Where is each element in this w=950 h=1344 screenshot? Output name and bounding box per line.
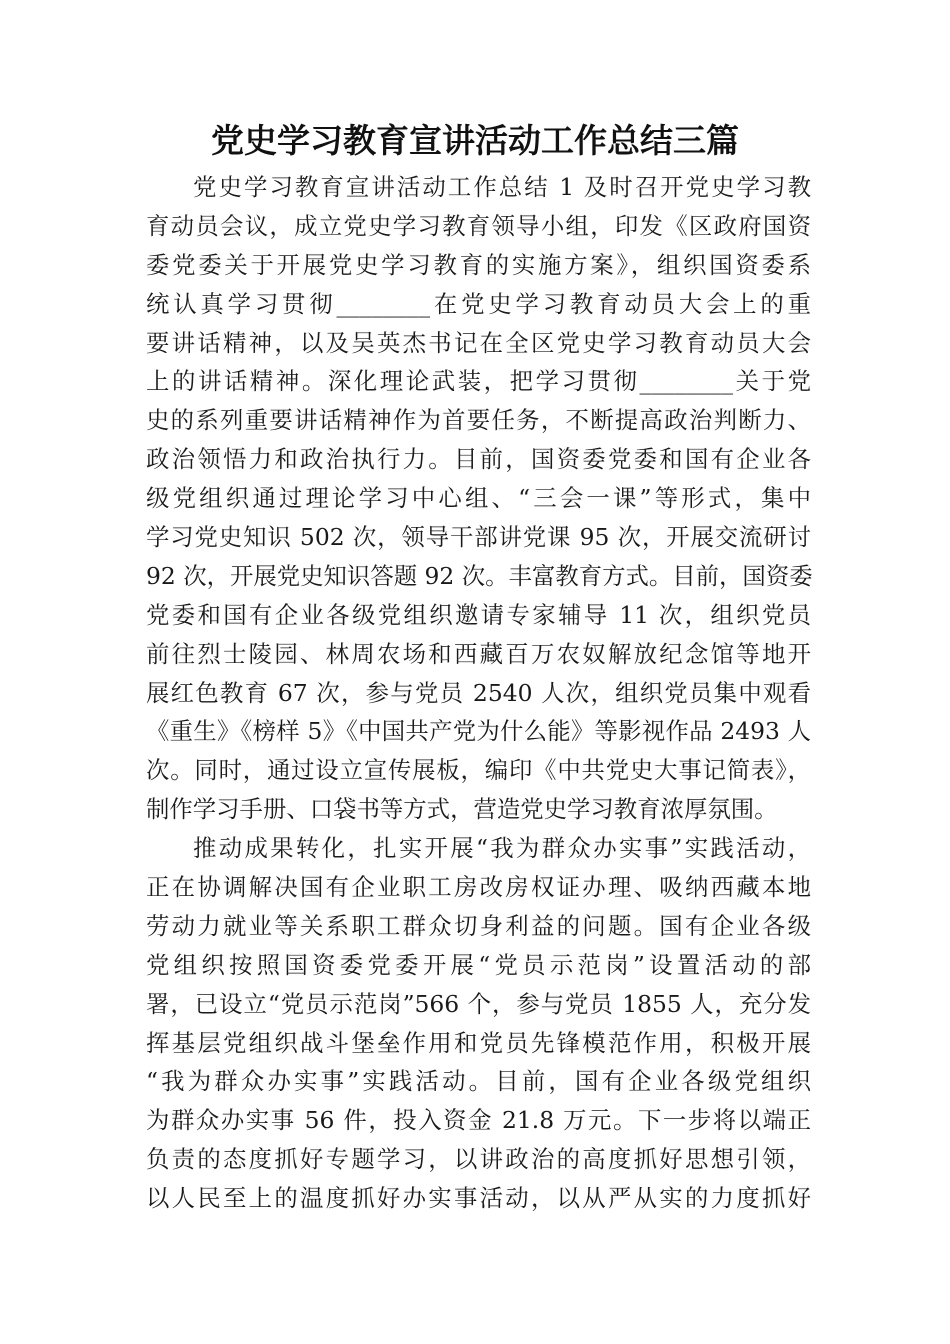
text-line: 党组织按照国资委党委开展“党员示范岗”设置活动的部 — [146, 950, 811, 979]
text-line: 正在协调解决国有企业职工房改房权证办理、吸纳西藏本地 — [146, 873, 811, 902]
text-line: 党史学习教育宣讲活动工作总结 1 及时召开党史学习教 — [193, 173, 811, 201]
text-line: 推动成果转化，扎实开展“我为群众办实事”实践活动， — [193, 834, 811, 863]
document-title: 党史学习教育宣讲活动工作总结三篇 — [211, 121, 739, 160]
text-line: 劳动力就业等关系职工群众切身利益的问题。国有企业各级 — [146, 911, 811, 940]
text-line: 育动员会议，成立党史学习教育领导小组，印发《区政府国资 — [146, 211, 811, 240]
text-line: 挥基层党组织战斗堡垒作用和党员先锋模范作用，积极开展 — [146, 1028, 811, 1057]
paragraph-2 — [146, 829, 811, 1218]
text-line: 《重生》《榜样 5》《中国共产党为什么能》等影视作品 2493 人 — [146, 717, 811, 746]
text-line: 展红色教育 67 次，参与党员 2540 人次，组织党员集中观看 — [146, 678, 811, 707]
text-line: 委党委关于开展党史学习教育的实施方案》，组织国资委系 — [146, 250, 811, 279]
text-line: 负责的态度抓好专题学习，以讲政治的高度抓好思想引领， — [146, 1145, 811, 1174]
text-line: 署，已设立“党员示范岗”566 个，参与党员 1855 人，充分发 — [146, 989, 811, 1018]
text-line: “我为群众办实事”实践活动。目前，国有企业各级党组织 — [146, 1067, 811, 1096]
document-body — [146, 168, 811, 1218]
text-line: 上的讲话精神。深化理论武装，把学习贯彻________关于党 — [146, 367, 811, 396]
text-line: 为群众办实事 56 件，投入资金 21.8 万元。下一步将以端正 — [146, 1106, 811, 1135]
text-line: 学习党史知识 502 次，领导干部讲党课 95 次，开展交流研讨 — [146, 523, 811, 552]
text-line: 92 次，开展党史知识答题 92 次。丰富教育方式。目前，国资委 — [146, 561, 813, 590]
text-line: 政治领悟力和政治执行力。目前，国资委党委和国有企业各 — [146, 445, 811, 474]
paragraph-1 — [146, 168, 811, 829]
text-line: 前往烈士陵园、林周农场和西藏百万农奴解放纪念馆等地开 — [146, 639, 811, 668]
text-line: 统认真学习贯彻________在党史学习教育动员大会上的重 — [146, 289, 811, 318]
text-line: 以人民至上的温度抓好办实事活动，以从严从实的力度抓好 — [146, 1184, 811, 1213]
text-line: 史的系列重要讲话精神作为首要任务，不断提高政治判断力、 — [146, 406, 811, 435]
text-line: 制作学习手册、口袋书等方式，营造党史学习教育浓厚氛围。 — [146, 795, 778, 824]
text-line: 党委和国有企业各级党组织邀请专家辅导 11 次，组织党员 — [146, 600, 811, 629]
text-line: 级党组织通过理论学习中心组、“三会一课”等形式，集中 — [146, 484, 811, 513]
text-line: 要讲话精神，以及吴英杰书记在全区党史学习教育动员大会 — [146, 328, 811, 357]
text-line: 次。同时，通过设立宣传展板，编印《中共党史大事记简表》， — [146, 756, 811, 785]
